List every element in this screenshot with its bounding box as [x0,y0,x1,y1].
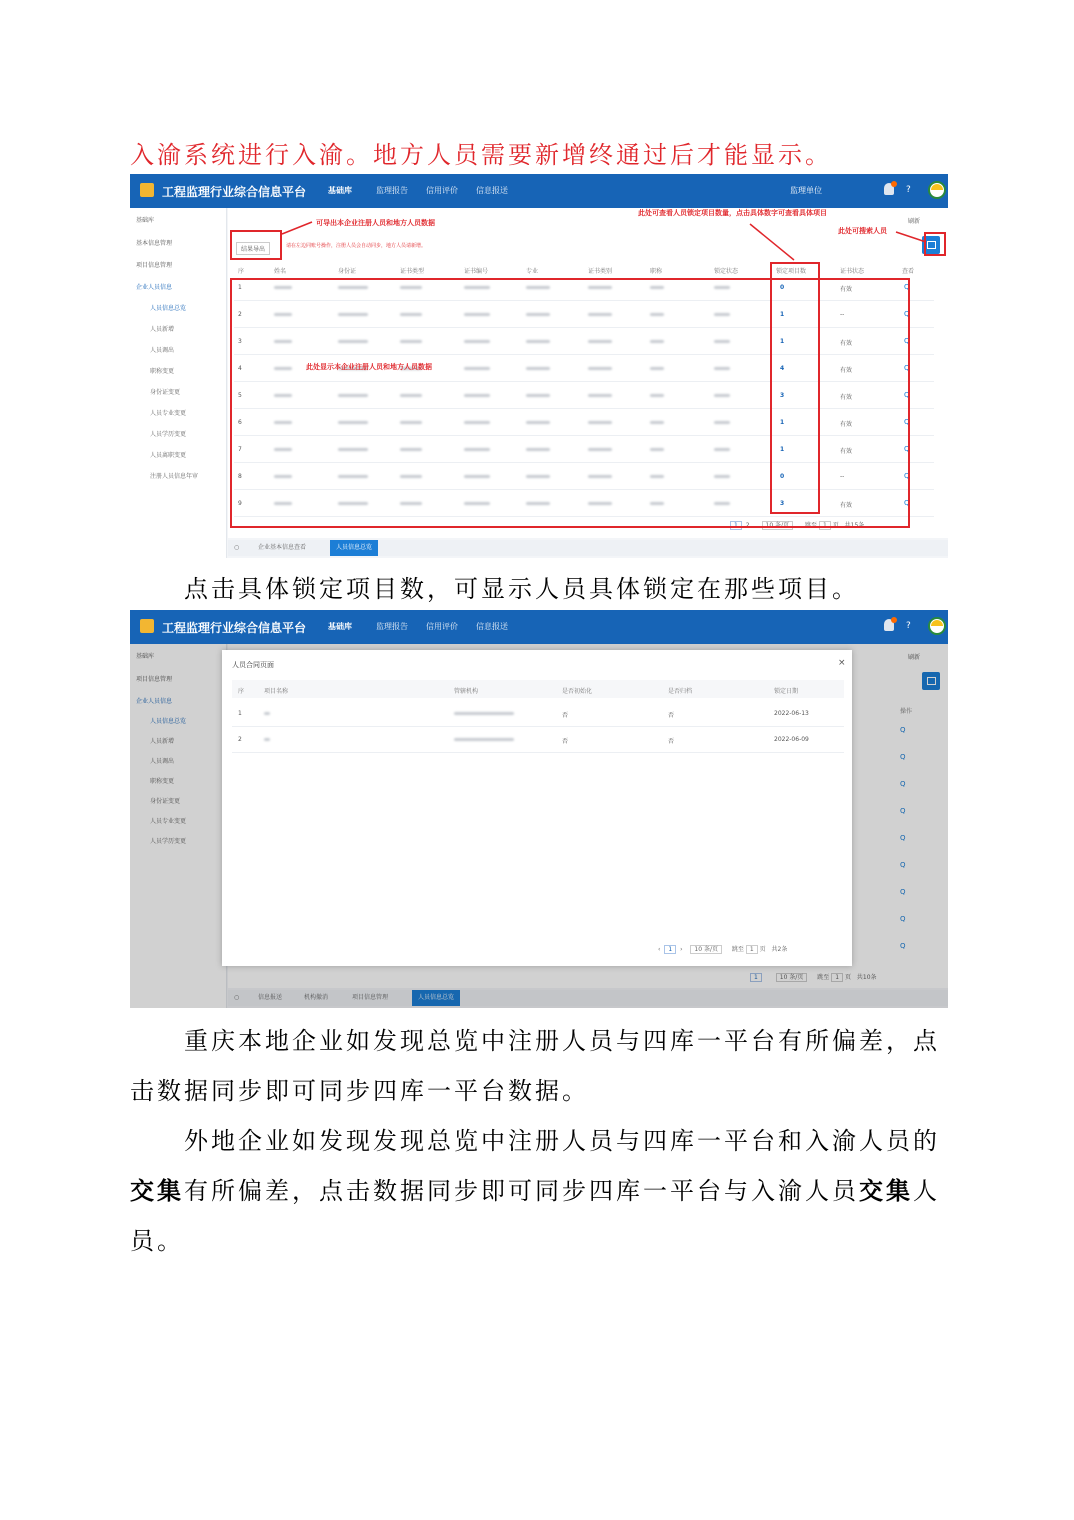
platform-logo-icon [140,619,154,633]
nav-credit-evaluation[interactable]: 信用评价 [426,186,458,195]
nav-supervision-report[interactable]: 监理报告 [376,186,408,195]
user-unit-label: 监理单位 [790,186,822,195]
annotation-export: 可导出本企业注册人员和地方人员数据 [316,219,435,227]
sidebar-sub-annual-review[interactable]: 注册人员信息年审 [150,473,199,480]
row-no: 1 [238,284,242,291]
view-search-icon[interactable]: Q [904,391,910,399]
annotation-locked: 此处可查看人员锁定项目数量，点击具体数字可查看具体项目 [638,209,827,217]
pager-page-1[interactable]: 1 [730,521,742,530]
paragraph-local-sync-cont: 击数据同步即可同步四库一平台数据。 [130,1077,589,1105]
modal-goto-input[interactable]: 1 [746,945,758,954]
view-search-icon[interactable]: Q [904,499,910,507]
cert-status: 有效 [840,340,853,347]
annotation-search: 此处可搜索人员 [838,227,887,235]
locked-project-count[interactable]: 1 [780,338,785,345]
p3-line1: 重庆本地企业如发现总览中注册人员与四库一平台有所偏差，点 [184,1027,940,1055]
sidebar-sub-id-change[interactable]: 身份证变更 [150,798,181,805]
view-search-icon[interactable]: Q [904,337,910,345]
tab-info-submit[interactable]: 信息报送 [258,994,283,1001]
sidebar-sub-title-change[interactable]: 职称变更 [150,778,175,785]
paragraph-external-sync-line2 [130,1166,946,1216]
screenshot-contract-modal [130,610,948,1008]
row-no: 6 [238,419,242,426]
cert-status: 有效 [840,448,853,455]
help-icon[interactable]: ? [906,621,911,631]
modal-page-size[interactable]: 10 条/页 [690,945,722,954]
cert-status: 有效 [840,394,853,401]
tab-project-info[interactable]: 项目信息管理 [352,994,389,1001]
modal-row1-date: 2022-06-13 [774,710,809,717]
top-navigation-bar-2 [130,610,948,644]
col-header-cert-class: 证书类别 [588,268,613,275]
modal-row1-authority-redacted [454,712,514,715]
view-search-icon[interactable]: Q [904,364,910,372]
sidebar-item-project-info[interactable]: 项目信息管理 [136,676,173,683]
view-search-icon[interactable]: Q [900,780,906,788]
screenshot-personnel-overview [130,174,948,558]
view-search-icon[interactable]: Q [900,753,906,761]
notification-bell-icon[interactable] [884,619,894,631]
nav-info-submission[interactable]: 信息报送 [476,622,508,631]
pager-page-2[interactable]: 2 [745,522,750,529]
modal-row1-init: 否 [562,712,569,719]
modal-col-authority: 管辖机构 [454,688,479,695]
locked-project-count[interactable]: 1 [780,311,785,318]
modal-total: 共2条 [771,946,788,953]
sidebar-sub-title-change[interactable]: 职称变更 [150,368,175,375]
sidebar-sub-overview[interactable]: 人员信息总览 [150,305,187,312]
locked-project-count[interactable]: 3 [780,500,785,507]
modal-row2-project-redacted [264,738,270,741]
bg-page-suffix: 页 [844,974,851,981]
bold-intersection-1: 交集 [130,1176,184,1205]
col-header-locked-count: 锁定项目数 [776,268,807,275]
sidebar-sub-overview[interactable]: 人员信息总览 [150,718,187,725]
app-title: 工程监理行业综合信息平台 [162,621,307,635]
col-header-title: 职称 [650,268,663,275]
sidebar-sub-leave-change[interactable]: 人员离职变更 [150,452,187,459]
view-search-icon[interactable]: Q [904,472,910,480]
sidebar-sub-edu-change[interactable]: 人员学历变更 [150,838,187,845]
nav-credit-evaluation[interactable]: 信用评价 [426,622,458,631]
pager-prev-icon[interactable]: ‹ [658,946,661,953]
bg-total: 共10条 [856,974,877,981]
nav-basic-library[interactable]: 基础库 [328,186,352,195]
annotation-arrows [130,174,948,558]
paragraph-locked-hint: 点击具体锁定项目数，可显示人员具体锁定在那些项目。 [184,575,859,603]
tab-home-icon[interactable]: ○ [234,544,240,551]
view-search-icon[interactable]: Q [900,888,906,896]
view-search-icon[interactable]: Q [900,726,906,734]
col-header-view: 查看 [902,268,915,275]
modal-pager-page[interactable]: 1 [664,945,676,954]
row-no: 7 [238,446,242,453]
view-search-icon[interactable]: Q [904,310,910,318]
sidebar-sub-major-change[interactable]: 人员专业变更 [150,818,187,825]
modal-row2-authority-redacted [454,738,514,741]
modal-row2-no: 2 [238,736,242,743]
modal-col-project: 项目名称 [264,688,289,695]
modal-title: 人员合同页面 [232,661,274,669]
modal-goto-label: 跳至 [731,946,744,953]
row-no: 2 [238,311,242,318]
locked-project-count[interactable]: 4 [780,365,785,372]
goto-input[interactable]: 1 [819,521,831,530]
view-search-icon[interactable]: Q [900,861,906,869]
modal-col-initialized: 是否初始化 [562,688,593,695]
page-size-select[interactable]: 10 条/页 [762,521,794,530]
modal-row1-project-redacted [264,712,270,715]
goto-page-suffix: 页 [832,522,839,529]
tab-company-info[interactable]: 企业基本信息查看 [258,544,307,551]
bold-intersection-2: 交集 [859,1176,913,1205]
avatar[interactable] [928,617,946,635]
view-search-icon[interactable]: Q [904,418,910,426]
sidebar-sub-add[interactable]: 人员新增 [150,738,175,745]
sidebar-sub-add[interactable]: 人员新增 [150,326,175,333]
view-search-icon[interactable]: Q [904,445,910,453]
modal-col-no: 序 [238,688,245,695]
total-count: 共15条 [844,522,865,529]
tab-personnel-overview[interactable]: 人员信息总览 [330,540,378,556]
modal-table-header [232,680,844,698]
cert-status: 有效 [840,286,853,293]
modal-close-button[interactable]: × [838,658,846,668]
view-search-icon[interactable]: Q [900,915,906,923]
p4-line2-mid: 有所偏差，点击数据同步即可同步四库一平台与入渝人员 [184,1177,859,1205]
row-no: 9 [238,500,242,507]
pager-next-icon[interactable]: › [680,946,683,953]
modal-row-divider [232,726,844,727]
sidebar-sub-transfer-out[interactable]: 人员调出 [150,758,175,765]
bg-page-size[interactable]: 10 条/页 [776,973,808,982]
goto-label: 跳至 [805,522,818,529]
modal-pager [658,944,787,954]
p4-line2-end: 人 [913,1177,940,1205]
nav-supervision-report[interactable]: 监理报告 [376,622,408,631]
view-search-icon[interactable]: Q [904,283,910,291]
contract-modal [222,650,852,966]
col-header-name: 姓名 [274,268,287,275]
col-header-lock-status: 锁定状态 [714,268,739,275]
modal-row-divider [232,752,844,753]
col-header-major: 专业 [526,268,539,275]
bg-goto-input[interactable]: 1 [831,973,843,982]
sidebar-header: 基础库 [136,653,155,660]
col-header-cert-type: 证书类型 [400,268,425,275]
sidebar-item-basic-info[interactable]: 基本信息管理 [136,240,173,247]
view-search-icon[interactable]: Q [900,834,906,842]
locked-project-count[interactable]: 0 [780,284,785,291]
paragraph-external-sync: 外地企业如发现发现总览中注册人员与四库一平台和入渝人员的 [184,1127,940,1155]
view-search-icon[interactable]: Q [900,807,906,815]
sidebar-item-personnel[interactable]: 企业人员信息 [136,698,173,705]
locked-project-count[interactable]: 1 [780,419,785,426]
paragraph-intro: 入渝系统进行入渝。地方人员需要新增终通过后才能显示。 [130,141,832,169]
modal-row1-archive: 否 [668,712,675,719]
col-header-cert-status: 证书状态 [840,268,865,275]
sidebar-header: 基础库 [136,217,155,224]
modal-row2-date: 2022-06-09 [774,736,809,743]
locked-project-count[interactable]: 1 [780,446,785,453]
modal-row2-archive: 否 [668,738,675,745]
paragraph-external-sync-line3: 员。 [130,1227,184,1255]
tab-org-revoke[interactable]: 机构撤消 [304,994,329,1001]
bg-goto-label: 跳至 [817,974,830,981]
cert-status: -- [840,473,845,480]
col-header-cert-no: 证书编号 [464,268,489,275]
sidebar-item-project-info[interactable]: 项目信息管理 [136,262,173,269]
help-icon[interactable]: ? [906,185,911,195]
locked-project-count[interactable]: 3 [780,392,785,399]
modal-col-archived: 是否归档 [668,688,693,695]
cert-status: 有效 [840,502,853,509]
col-header-action: 操作 [900,708,913,715]
view-search-icon[interactable]: Q [900,942,906,950]
sidebar-sub-edu-change[interactable]: 人员学历变更 [150,431,187,438]
col-header-id: 身份证 [338,268,357,275]
cert-status: 有效 [840,421,853,428]
modal-row2-init: 否 [562,738,569,745]
nav-basic-library[interactable]: 基础库 [328,622,352,631]
locked-project-count[interactable]: 0 [780,473,785,480]
modal-row1-no: 1 [238,710,242,717]
col-header-no: 序 [238,268,245,275]
note-sync-hint: 请在左边同账号操作，注册人员会自动同步，地方人员请新增。 [286,243,427,249]
tab-home-icon[interactable]: ○ [234,994,240,1001]
bg-pager-page[interactable]: 1 [750,973,762,982]
paragraph-local-sync [130,1016,946,1066]
row-no: 5 [238,392,242,399]
modal-page-suffix: 页 [759,946,766,953]
sidebar-item-personnel[interactable]: 企业人员信息 [136,284,173,291]
row-no: 3 [238,338,242,345]
row-no: 8 [238,473,242,480]
sidebar-sub-transfer-out[interactable]: 人员调出 [150,347,175,354]
cert-status: 有效 [840,367,853,374]
cert-status: -- [840,311,845,318]
sidebar-sub-id-change[interactable]: 身份证变更 [150,389,181,396]
nav-info-submission[interactable]: 信息报送 [476,186,508,195]
modal-col-lock-date: 锁定日期 [774,688,799,695]
app-title: 工程监理行业综合信息平台 [162,185,307,199]
export-button[interactable]: 结果导出 [236,242,270,255]
tab-personnel-overview[interactable]: 人员信息总览 [412,990,460,1006]
refresh-button[interactable]: 刷新 [908,218,921,225]
annotation-table: 此处显示本企业注册人员和地方人员数据 [306,363,432,371]
refresh-button[interactable]: 刷新 [908,654,921,661]
row-no: 4 [238,365,242,372]
sidebar-sub-major-change[interactable]: 人员专业变更 [150,410,187,417]
